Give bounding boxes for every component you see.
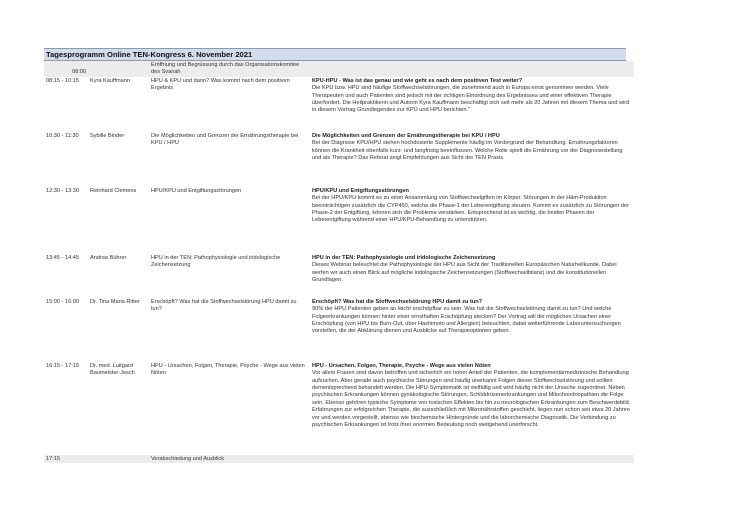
closing-topic: Verabschiedung und Ausblick [149,455,310,463]
opening-time: 08:00 [44,61,88,77]
session-topic: Die Möglichkeiten und Grenzen der Ernährungstherapie bei KPU / HPU [151,132,299,147]
opening-speaker [88,61,149,77]
session-desc [310,362,634,455]
opening-desc [310,61,634,77]
session-desc [310,187,634,254]
session-time: 15:00 - 16:00 [46,298,79,305]
session-speaker: Sybille Binder [90,132,125,139]
session-desc [310,298,634,362]
session-time: 16:15 - 17:15 [46,362,79,369]
session-time: 13:45 - 14:45 [46,254,79,261]
title-bar [44,48,626,61]
opening-row [44,61,634,77]
session-speaker: Reinhard Clemens [90,187,137,194]
closing-time: 17:15 [44,455,88,463]
session-desc-text: Bei der Diagnose KPU/HPU stehen hochdosierte Supplemente häufig im Vordergrund der Behandlung. Ernährungsfaktoren können die Krankheit ebenfalls kurz- und langfristig beeinflussen. Welche Rolle spielt die Ernährung vor der Diagnosestellung und als Therapie? Das Referat zeigt Empfehlungen aus Sicht der TEN Praxis. [312,140,623,162]
session-speaker: Dr. med. Luitgard Baumeister-Jesch [90,362,135,377]
closing-speaker [88,455,149,463]
session-time: 10:30 - 11:30 [46,132,79,139]
closing-desc [310,455,634,463]
session-desc-text: Bei der HPU/KPU kommt es zu einer Ansammlung von Stoffwechselgiften im Körper. Störungen in der Häm-Produktion beeinträchtigen zusätzlich die CYP450, welche die Phase-1 der Leberentgiftung steuern. Kommt es zusätzlich zu Störungen der Phase-2 der Entgiftung, können sich die Probleme verstärken. Entsprechend ist es wichtig, die beiden Phasen der Leberentgiftung während einer HPU/KPU-Behandlung zu unterstützen. [312,195,629,224]
session-row [44,187,634,254]
session-desc-title: KPU-HPU - Was ist das genau und wie geht es nach dem positiven Test weiter? [312,77,523,84]
session-speaker: Andrea Bührer [90,254,127,261]
session-topic: HPU - Ursachen, Folgen, Therapie, Psyche - Wege aus vielen Nöten [151,362,305,377]
session-desc-title: HPU - Ursachen, Folgen, Therapie, Psyche - Wege aus vielen Nöten [312,362,491,369]
session-topic: HPU & KPU und dann? Was kommt nach dem positiven Ergebnis [151,77,290,92]
closing-row [44,455,634,463]
session-topic: Erschöpft? Was hat die Stoffwechselstörung HPU damit zu tun? [151,298,297,313]
session-desc [310,77,634,132]
session-row [44,362,634,455]
session-row [44,298,634,362]
session-topic: HPU in der TEN: Pathophysiologie und iridologische Zeichensetzung [151,254,281,269]
session-speaker: Kyra Kauffmann [90,77,131,84]
schedule-table [44,61,634,463]
session-desc-title: Die Möglichkeiten und Grenzen der Ernährungstherapie bei KPU / HPU [312,132,500,139]
session-speaker: Dr. Tina Maria Ritter [90,298,140,305]
session-desc-text: Die KPU bzw. HPU sind häufige Stoffwechselstörungen, die zunehmend auch in Europa ernst genommen werden. Viele Therapeuten und auch Patienten sind jedoch mit der richtigen Einordnung des Ergebnisses und einer effektiven Therapie überfordert. Die Heilpraktikerin und Autorin Kyra Kauffmann beschäftigt sich seit mehr als 20 Jahren mit diesem Thema und wird in diesem Vortrag Grundlegendes zur KPU und HPU berichten." [312,85,630,114]
session-desc-title: HPU/KPU und Entgiftungsstörungen [312,187,409,194]
session-row [44,132,634,187]
session-desc-text: Vor allem Frauen sind davon betroffen und sicherlich ein hoher Anteil der Patienten, die komplementärmedizinische Behandlung aufsuchen. Aber gerade auch psychische Störungen sind häufig unerkannt Folgen dieser Stoffwechselstörung und sollten dementsprechend behandelt werden. Die HPU-Symptomatik ist vielfältig und wird häufig nicht der Ursache zugeordnet. Neben psychischen Erkrankungen können gynäkologische Störungen, Schilddrüsenerkrankungen und Mitochondriopathien die Folge sein. Ebenso gehören typische Symptome von toxischen Effekten bis hin zu neurologischen Erkrankungen zum Beschwerdebild. Erfahrungen zur erfolgreichen Therapie, die ausschließlich mit Mikronährstoffen geschieht, liegen nun schon seit etwa 20 Jahren vor und werden vorgestellt, ebenso wie biochemische Hintergründe und die laborchemische Diagnostik. Die Verbindung zu psychischen Erkrankungen ist trotz ihrer enormen Bedeutung noch weitgehend unerforscht. [312,370,631,429]
session-desc [310,132,634,187]
session-topic: HPU/KPU und Entgiftungsstörungen [151,187,242,194]
session-desc-title: Erschöpft? Was hat die Stoffwechselstörung HPU damit zu tun? [312,298,483,305]
session-desc [310,254,634,298]
session-desc-text: Dieses Webinar beleuchtet die Pathophysiologie der HPU aus Sicht der Traditionellen Europäischen Naturheilkunde. Dabei werfen wir auch einen Blick auf mögliche iridologische Zeichensetzungen (Stoffwechselbilanz) und die konstitutionellen Grundlagen. [312,262,617,284]
session-time: 08:15 - 10:15 [46,77,79,84]
page-title: Tagesprogramm Online TEN-Kongress 6. November 2021 [46,50,253,59]
session-row [44,77,634,132]
session-desc-title: HPU in der TEN: Pathophysiologie und iridologische Zeichensetzung [312,254,496,261]
session-row [44,254,634,298]
session-desc-text: 90% der HPU Patienten geben an leicht erschöpfbar zu sein. Was hat die Stoffwechselstörung damit zu tun? Und welche Folgeerkrankungen können hinter einer ernsthaften Erschöpfung stecken? Der Vortrag will die möglichen Ursachen einer Erschöpfung (von HPU bis Burn-Out, über Hashimoto und Allergien) beleuchten, dabei weiterführende Laboruntersuchungen vorstellen, die der Abklärung dienen und Ausblicke auf Therapieoptionen geben. [312,306,621,335]
opening-topic: Eröffnung und Begrüssung durch das Organisationskomitee des Svanah [149,61,310,77]
session-time: 12:30 - 13:30 [46,187,79,194]
